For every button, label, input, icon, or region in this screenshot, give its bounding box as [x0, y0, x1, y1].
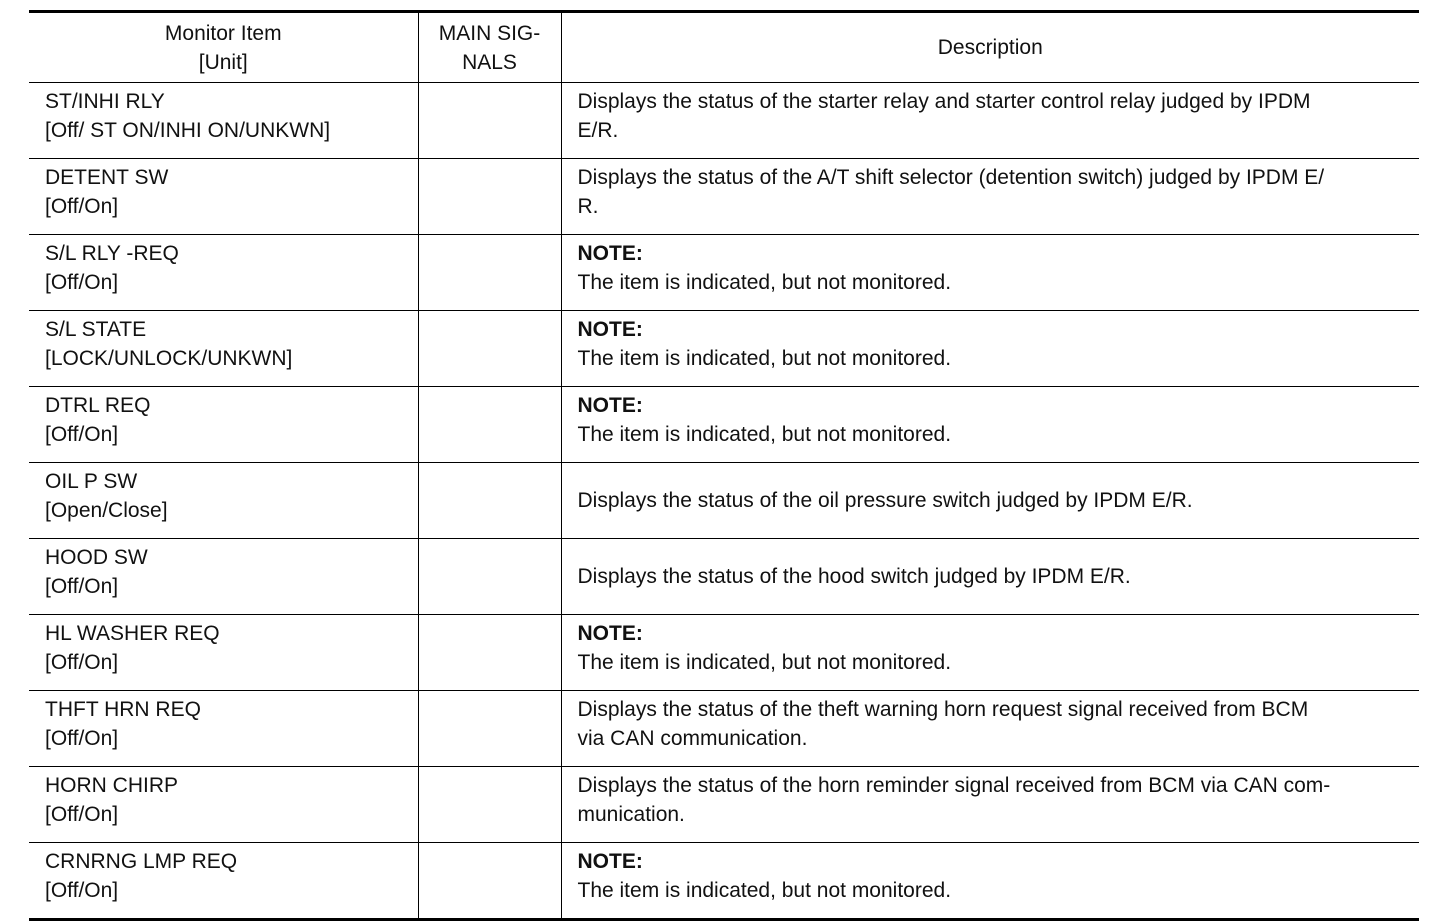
description-text: The item is indicated, but not monitored.: [577, 271, 952, 294]
monitor-item-unit: [Off/On]: [45, 803, 119, 826]
description-cell: [561, 311, 1419, 387]
monitor-item-cell: [29, 767, 418, 843]
description-text: munication.: [577, 803, 685, 826]
monitor-item-cell: [29, 83, 418, 159]
description-text: The item is indicated, but not monitored.: [577, 879, 952, 902]
main-signals-cell: [418, 311, 561, 387]
monitor-item-cell: [29, 615, 418, 691]
description-text: R.: [577, 195, 599, 218]
monitor-item-unit: [Off/On]: [45, 423, 119, 446]
header-main-signals-line-1: MAIN SIG-: [438, 21, 541, 45]
monitor-item-name: HORN CHIRP: [45, 774, 179, 797]
table-row: [29, 83, 1419, 159]
main-signals-cell: [418, 235, 561, 311]
monitor-item-cell: [29, 843, 418, 920]
description-text: The item is indicated, but not monitored.: [577, 423, 952, 446]
main-signals-cell: [418, 159, 561, 235]
description-text: Displays the status of the theft warning horn request signal received from BCM: [577, 698, 1309, 721]
table-row: [29, 463, 1419, 539]
monitor-item-cell: [29, 159, 418, 235]
description-cell: [561, 387, 1419, 463]
monitor-item-name: THFT HRN REQ: [45, 698, 201, 721]
table-row: [29, 387, 1419, 463]
monitor-item-name: S/L RLY -REQ: [45, 242, 179, 265]
note-label: NOTE:: [577, 622, 643, 645]
header-row: [29, 12, 1419, 83]
monitor-item-unit: [Off/On]: [45, 727, 119, 750]
note-label: NOTE:: [577, 850, 643, 873]
description-text: The item is indicated, but not monitored.: [577, 651, 952, 674]
description-cell: [561, 83, 1419, 159]
header-description: [561, 12, 1419, 83]
table-row: [29, 691, 1419, 767]
table-body: [29, 83, 1419, 920]
monitor-item-name: DTRL REQ: [45, 394, 151, 417]
monitor-item-name: CRNRNG LMP REQ: [45, 850, 238, 873]
header-main-signals: [418, 12, 561, 83]
monitor-item-cell: [29, 311, 418, 387]
header-main-signals-line-2: NALS: [462, 50, 517, 74]
header-monitor-item-label: Monitor Item: [164, 21, 282, 45]
monitor-item-name: HL WASHER REQ: [45, 622, 220, 645]
note-label: NOTE:: [577, 394, 643, 417]
main-signals-cell: [418, 463, 561, 539]
description-text: The item is indicated, but not monitored.: [577, 347, 952, 370]
monitor-item-cell: [29, 235, 418, 311]
main-signals-cell: [418, 615, 561, 691]
description-cell: [561, 691, 1419, 767]
description-text: Displays the status of the A/T shift selector (detention switch) judged by IPDM E/: [577, 166, 1325, 189]
description-cell: [561, 235, 1419, 311]
monitor-item-table-container: [29, 10, 1419, 921]
main-signals-cell: [418, 767, 561, 843]
description-cell: [561, 615, 1419, 691]
description-cell: [561, 463, 1419, 539]
description-text: via CAN communication.: [577, 727, 808, 750]
header-description-label: Description: [937, 36, 1043, 59]
monitor-item-cell: [29, 463, 418, 539]
description-cell: [561, 539, 1419, 615]
monitor-item-cell: [29, 387, 418, 463]
table-row: [29, 615, 1419, 691]
table-row: [29, 235, 1419, 311]
monitor-item-unit: [Off/On]: [45, 575, 119, 598]
main-signals-cell: [418, 387, 561, 463]
main-signals-cell: [418, 539, 561, 615]
description-text: Displays the status of the oil pressure switch judged by IPDM E/R.: [577, 489, 1193, 512]
table-row: [29, 767, 1419, 843]
description-cell: [561, 843, 1419, 920]
description-text: Displays the status of the hood switch judged by IPDM E/R.: [577, 565, 1131, 588]
table-row: [29, 843, 1419, 920]
monitor-item-cell: [29, 691, 418, 767]
table-row: [29, 159, 1419, 235]
table-header: [29, 12, 1419, 83]
monitor-item-name: ST/INHI RLY: [45, 90, 165, 113]
main-signals-cell: [418, 843, 561, 920]
monitor-item-unit: [Off/On]: [45, 651, 119, 674]
header-unit-label: [Unit]: [198, 50, 248, 74]
monitor-item-name: S/L STATE: [45, 318, 147, 341]
monitor-item-unit: [Off/ ST ON/INHI ON/UNKWN]: [45, 119, 331, 142]
table-row: [29, 539, 1419, 615]
monitor-item-name: OIL P SW: [45, 470, 138, 493]
description-text: Displays the status of the starter relay and starter control relay judged by IPDM: [577, 90, 1311, 113]
note-label: NOTE:: [577, 318, 643, 341]
description-text: Displays the status of the horn reminder signal received from BCM via CAN com-: [577, 774, 1331, 797]
monitor-item-unit: [Off/On]: [45, 271, 119, 294]
monitor-item-unit: [Open/Close]: [45, 499, 168, 522]
note-label: NOTE:: [577, 242, 643, 265]
monitor-item-unit: [LOCK/UNLOCK/UNKWN]: [45, 347, 293, 370]
header-monitor-item: [29, 12, 418, 83]
table-row: [29, 311, 1419, 387]
monitor-item-name: HOOD SW: [45, 546, 148, 569]
main-signals-cell: [418, 83, 561, 159]
description-text: E/R.: [577, 119, 619, 142]
monitor-item-name: DETENT SW: [45, 166, 169, 189]
description-cell: [561, 767, 1419, 843]
description-cell: [561, 159, 1419, 235]
monitor-item-unit: [Off/On]: [45, 879, 119, 902]
main-signals-cell: [418, 691, 561, 767]
monitor-item-cell: [29, 539, 418, 615]
monitor-item-unit: [Off/On]: [45, 195, 119, 218]
monitor-item-table: [29, 10, 1419, 921]
